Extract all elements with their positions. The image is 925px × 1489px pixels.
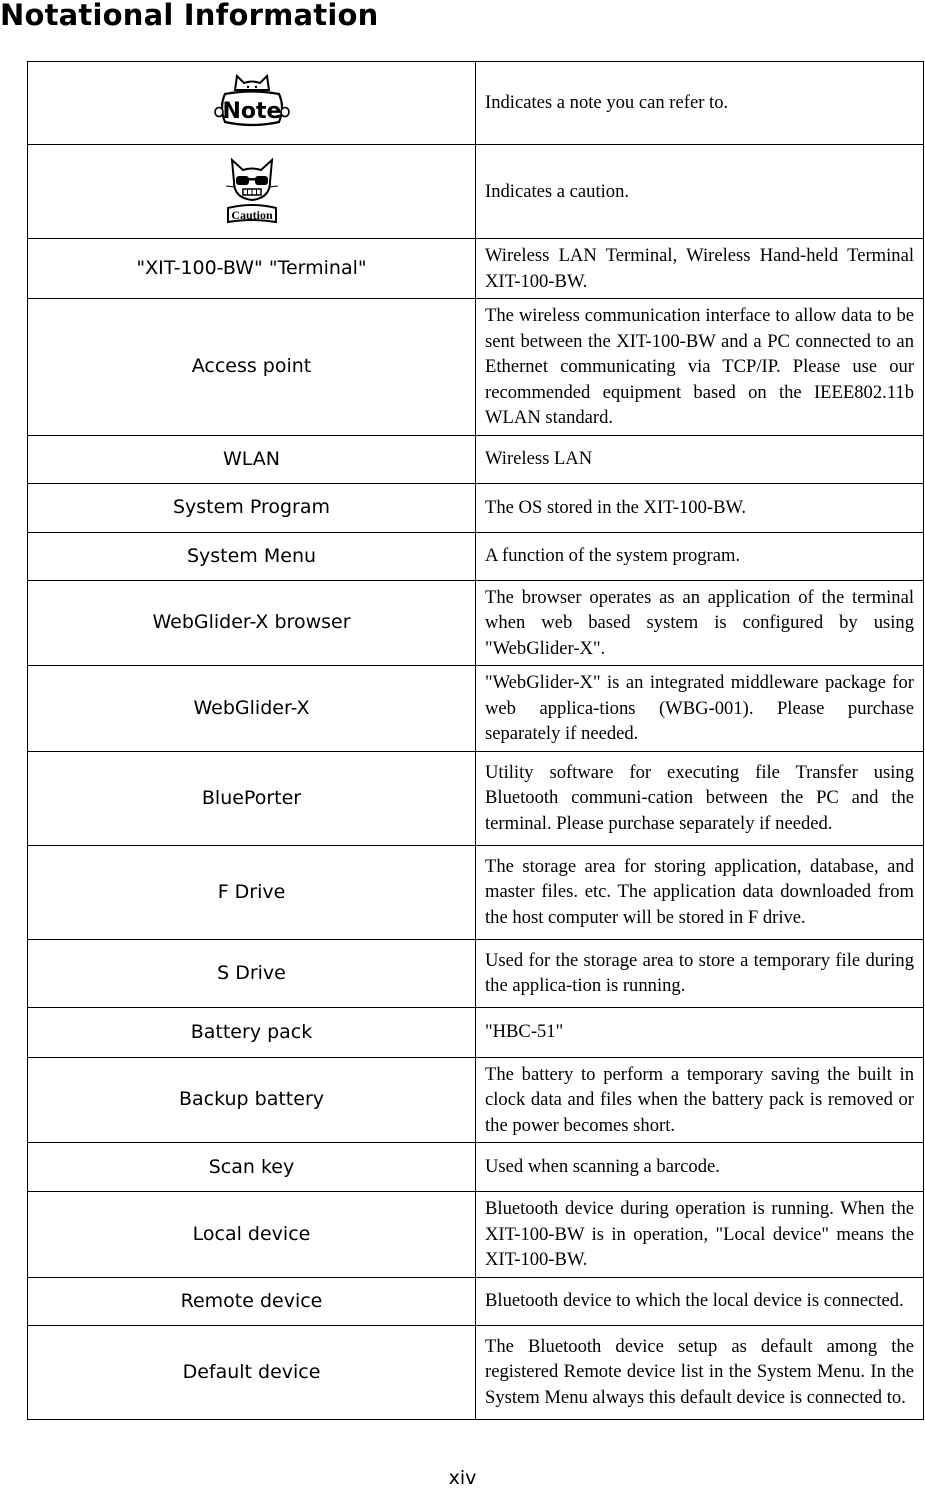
row-term: Default device xyxy=(28,1325,476,1419)
row-description: The OS stored in the XIT-100-BW. xyxy=(476,483,924,532)
row-term: "XIT-100-BW" "Terminal" xyxy=(28,239,476,299)
table-row xyxy=(28,1007,924,1057)
table-row xyxy=(28,1192,924,1278)
page-title: Notational Information xyxy=(0,0,379,32)
row-description: "WebGlider-X" is an integrated middleware package for web applica-tions (WBG-001). Please purchase separately if needed. xyxy=(476,666,924,752)
table-row xyxy=(28,751,924,845)
table-row xyxy=(28,1057,924,1143)
caution-icon-label: Caution xyxy=(230,208,273,222)
row-description: Utility software for executing file Transfer using Bluetooth communi-cation between the PC and the terminal. Please purchase separately if needed. xyxy=(476,751,924,845)
row-term: Local device xyxy=(28,1192,476,1278)
row-term: WLAN xyxy=(28,435,476,483)
table-row xyxy=(28,939,924,1007)
row-description: A function of the system program. xyxy=(476,532,924,580)
row-description: Wireless LAN xyxy=(476,435,924,483)
row-description: Indicates a caution. xyxy=(476,145,924,239)
page-number: xiv xyxy=(448,1467,477,1489)
row-term: BluePorter xyxy=(28,751,476,845)
row-description: Bluetooth device to which the local device is connected. xyxy=(476,1277,924,1325)
row-description: "HBC-51" xyxy=(476,1007,924,1057)
note-icon-cell xyxy=(28,62,476,145)
table-row xyxy=(28,62,924,145)
table-row xyxy=(28,145,924,239)
row-term: System Menu xyxy=(28,532,476,580)
row-term: WebGlider-X browser xyxy=(28,580,476,666)
row-term: Scan key xyxy=(28,1143,476,1192)
table-row xyxy=(28,845,924,939)
table-row xyxy=(28,1143,924,1192)
table-row xyxy=(28,1277,924,1325)
row-description: The battery to perform a temporary saving the built in clock data and files when the battery pack is removed or the power becomes short. xyxy=(476,1057,924,1143)
row-description: The wireless communication interface to allow data to be sent between the XIT-100-BW and a PC connected to an Ethernet communicating via TCP/IP. Please use our recommended equipment based on the IEEE802.11b WLAN standard. xyxy=(476,299,924,436)
row-description: Indicates a note you can refer to. xyxy=(476,62,924,145)
table-row xyxy=(28,483,924,532)
table-row xyxy=(28,532,924,580)
row-term: Remote device xyxy=(28,1277,476,1325)
caution-icon xyxy=(222,152,282,231)
table-row xyxy=(28,1325,924,1419)
row-description: The Bluetooth device setup as default among the registered Remote device list in the System Menu. In the System Menu always this default device is connected to. xyxy=(476,1325,924,1419)
row-term: WebGlider-X xyxy=(28,666,476,752)
row-description: The browser operates as an application of the terminal when web based system is configured by using "WebGlider-X". xyxy=(476,580,924,666)
row-description: The storage area for storing application, database, and master files. etc. The application data downloaded from the host computer will be stored in F drive. xyxy=(476,845,924,939)
row-term: F Drive xyxy=(28,845,476,939)
table-row xyxy=(28,239,924,299)
row-term: Battery pack xyxy=(28,1007,476,1057)
row-term: Access point xyxy=(28,299,476,436)
notation-table xyxy=(27,61,924,1420)
row-description: Wireless LAN Terminal, Wireless Hand-held Terminal XIT-100-BW. xyxy=(476,239,924,299)
table-row xyxy=(28,666,924,752)
row-description: Bluetooth device during operation is running. When the XIT-100-BW is in operation, "Local device" means the XIT-100-BW. xyxy=(476,1192,924,1278)
row-description: Used when scanning a barcode. xyxy=(476,1143,924,1192)
table-row xyxy=(28,435,924,483)
row-term: S Drive xyxy=(28,939,476,1007)
table-row xyxy=(28,299,924,436)
table-row xyxy=(28,580,924,666)
row-term: Backup battery xyxy=(28,1057,476,1143)
row-description: Used for the storage area to store a temporary file during the applica-tion is running. xyxy=(476,939,924,1007)
note-icon-label: Note xyxy=(222,98,281,124)
caution-icon-cell xyxy=(28,145,476,239)
note-icon xyxy=(213,70,291,137)
row-term: System Program xyxy=(28,483,476,532)
